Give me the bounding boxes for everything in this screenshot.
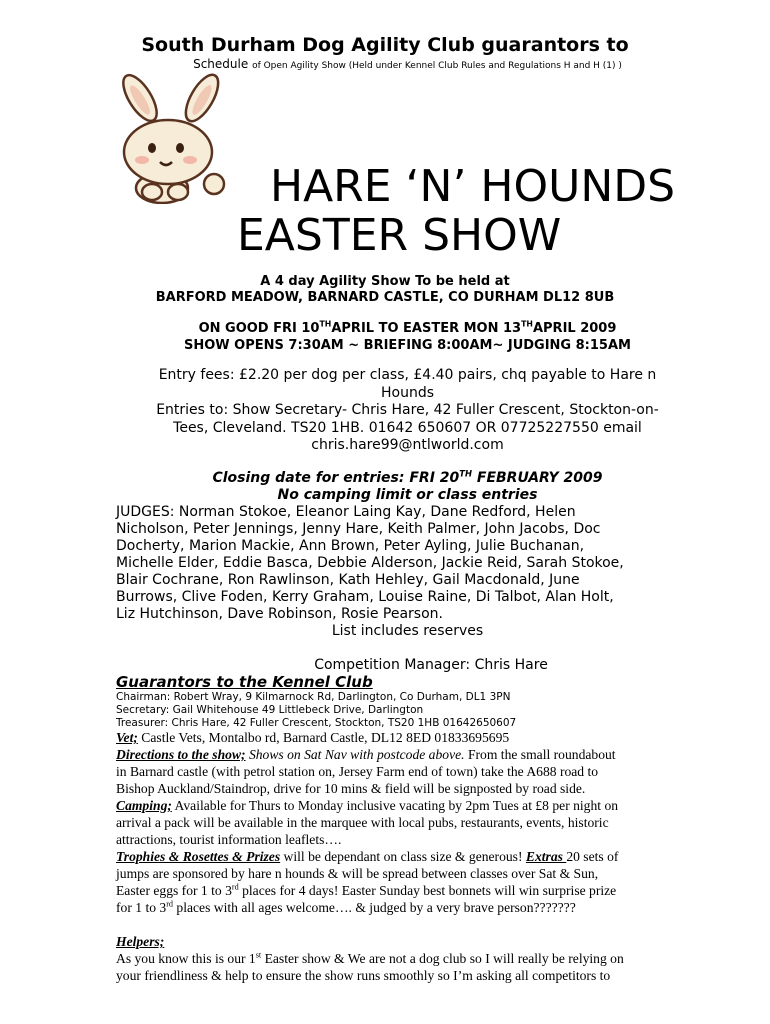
show-title-line1: HARE ‘N’ HOUNDS	[270, 161, 676, 212]
entry-address: Entries to: Show Secretary- Chris Hare, 42 Fuller Crescent, Stockton-on-	[156, 402, 659, 418]
schedule-word: Schedule	[193, 57, 249, 71]
competition-manager: Competition Manager: Chris Hare	[314, 657, 548, 673]
camping-line2: arrival a pack will be available in the marquee with local pubs, restaurants, events, historic	[116, 815, 609, 830]
camping-line1: Camping; Available for Thurs to Monday inclusive vacating by 2pm Tues at £8 per night on	[116, 798, 619, 813]
directions-line2: in Barnard castle (with petrol station on, Jersey Farm end of town) take the A688 road to	[116, 764, 599, 779]
vet-line: Vet; Castle Vets, Montalbo rd, Barnard Castle, DL12 8ED 01833695695	[116, 730, 510, 745]
schedule-rest: of Open Agility Show (Held under Kennel Club Rules and Regulations H and H (1) )	[252, 61, 622, 71]
club-title: South Durham Dog Agility Club guarantors to	[141, 34, 629, 56]
reserves-note: List includes reserves	[331, 623, 484, 639]
entry-fees-cont: Hounds	[380, 384, 435, 401]
no-camping-limit: No camping limit or class entries	[277, 487, 538, 503]
chairman: Chairman: Robert Wray, 9 Kilmarnock Rd, Darlington, Co Durham, DL1 3PN	[116, 691, 511, 703]
venue-line1: A 4 day Agility Show To be held at	[260, 274, 510, 289]
entry-address-cont: Tees, Cleveland. TS20 1HB. 01642 650607 OR 07725227550 email	[173, 419, 642, 436]
trophies-line2: jumps are sponsored by hare n hounds & will be spread between classes over Sat & Sun,	[116, 866, 599, 881]
times-line: SHOW OPENS 7:30AM ~ BRIEFING 8:00AM~ JUDGING 8:15AM	[184, 338, 631, 353]
trophies-line4: for 1 to 3rd places with all ages welcome…. & judged by a very brave person???????	[116, 899, 576, 915]
secretary: Secretary: Gail Whitehouse 49 Littlebeck Drive, Darlington	[116, 704, 424, 716]
trophies-line3: Easter eggs for 1 to 3rd places for 4 days! Easter Sunday best bonnets will win surprise prize	[116, 882, 617, 898]
venue-line2: BARFORD MEADOW, BARNARD CASTLE, CO DURHAM DL12 8UB	[155, 290, 615, 305]
entry-fees: Entry fees: £2.20 per dog per class, £4.40 pairs, chq payable to Hare n	[158, 367, 657, 383]
closing-date: Closing date for entries: FRI 20TH FEBRUARY 2009	[212, 468, 603, 486]
dates-line: ON GOOD FRI 10THAPRIL TO EASTER MON 13THAPRIL 2009	[198, 319, 617, 336]
entry-email[interactable]: chris.hare99@ntlworld.com	[311, 437, 504, 453]
camping-line3: attractions, tourist information leaflets….	[116, 832, 342, 847]
bunny-illustration	[112, 68, 240, 204]
treasurer: Treasurer: Chris Hare, 42 Fuller Crescent, Stockton, TS20 1HB 01642650607	[116, 717, 517, 729]
directions-line3: Bishop Auckland/Staindrop, drive for 10 mins & field will be signposted by road side.	[116, 781, 586, 796]
directions-line1: Directions to the show; Shows on Sat Nav with postcode above. From the small roundabout	[116, 747, 616, 762]
helpers-line2: your friendliness & help to ensure the show runs smoothly so I’m asking all competitors to	[116, 968, 611, 983]
show-title-line2: EASTER SHOW	[237, 210, 562, 261]
judges-list: JUDGES: Norman Stokoe, Eleanor Laing Kay, Dane Redford, Helen Nicholson, Peter Jennings, Jenny Hare, Keith Palmer, John Jacobs, Doc Docherty, Marion Mackie, Ann Brown, Peter Ayling, Julie Buchanan, Michelle Elder, Eddie Basca, Debbie Alderson, Jackie Reid, Sarah Stokoe, Blair Cochrane, Ron Rawlinson, Kath Hehley, Gail Macdonald, June Burrows, Clive Foden, Kerry Graham, Louise Raine, Di Talbot, Alan Holt, Liz Hutchinson, Dave Robinson, Rosie Pearson.	[116, 504, 624, 622]
trophies-line1: Trophies & Rosettes & Prizes will be dependant on class size & generous! Extras 20 sets of	[116, 849, 619, 864]
helpers-heading: Helpers;	[116, 934, 165, 949]
guarantors-heading: Guarantors to the Kennel Club	[116, 673, 373, 691]
helpers-line1: As you know this is our 1st Easter show & We are not a dog club so I will really be relying on	[116, 950, 624, 966]
